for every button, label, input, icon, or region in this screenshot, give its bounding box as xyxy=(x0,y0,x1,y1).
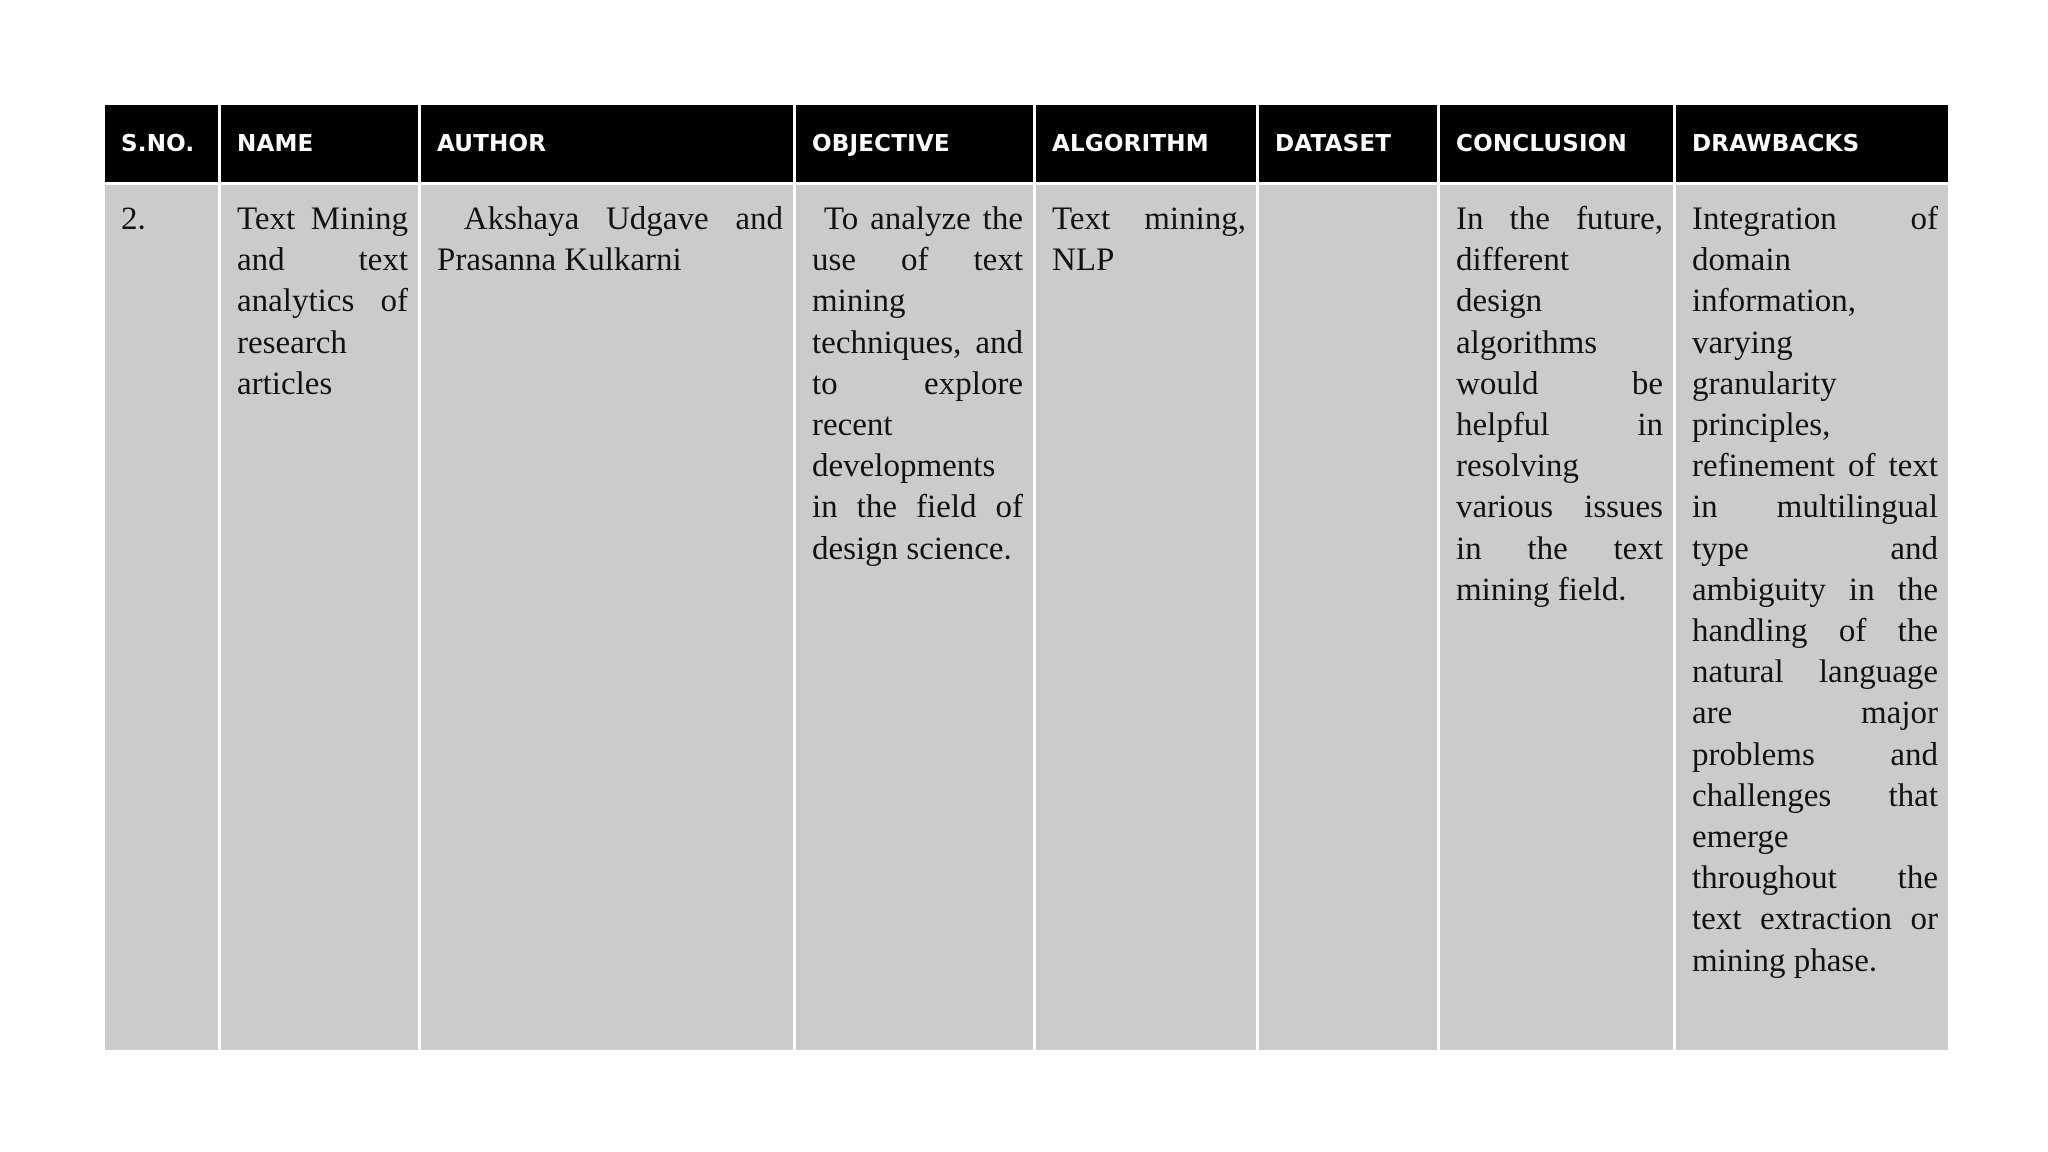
header-algorithm: ALGORITHM xyxy=(1035,104,1258,184)
header-drawbacks: DRAWBACKS xyxy=(1675,104,1950,184)
cell-conclusion: In the future, different design algorithms would be helpful in resolving various issues in the text mining field. xyxy=(1439,184,1675,1052)
table-row xyxy=(104,184,1950,1052)
cell-dataset xyxy=(1258,184,1439,1052)
header-dataset: DATASET xyxy=(1258,104,1439,184)
header-row xyxy=(104,104,1950,184)
cell-sno: 2. xyxy=(104,184,220,1052)
cell-name: Text Mining and text analytics of research articles xyxy=(220,184,420,1052)
header-objective: OBJECTIVE xyxy=(795,104,1035,184)
header-name: NAME xyxy=(220,104,420,184)
literature-survey-table xyxy=(102,102,1951,1053)
cell-author: Akshaya Udgave and Prasanna Kulkarni xyxy=(420,184,795,1052)
cell-drawbacks: Integration of domain information, varying granularity principles, refinement of text in multilingual type and ambiguity in the handling of the natural language are major problems and challenges that emerge throughout the text extraction or mining phase. xyxy=(1675,184,1950,1052)
header-author: AUTHOR xyxy=(420,104,795,184)
cell-objective: To analyze the use of text mining techniques, and to explore recent developments in the field of design science. xyxy=(795,184,1035,1052)
cell-algorithm: Text mining, NLP xyxy=(1035,184,1258,1052)
header-sno: S.NO. xyxy=(104,104,220,184)
header-conclusion: CONCLUSION xyxy=(1439,104,1675,184)
